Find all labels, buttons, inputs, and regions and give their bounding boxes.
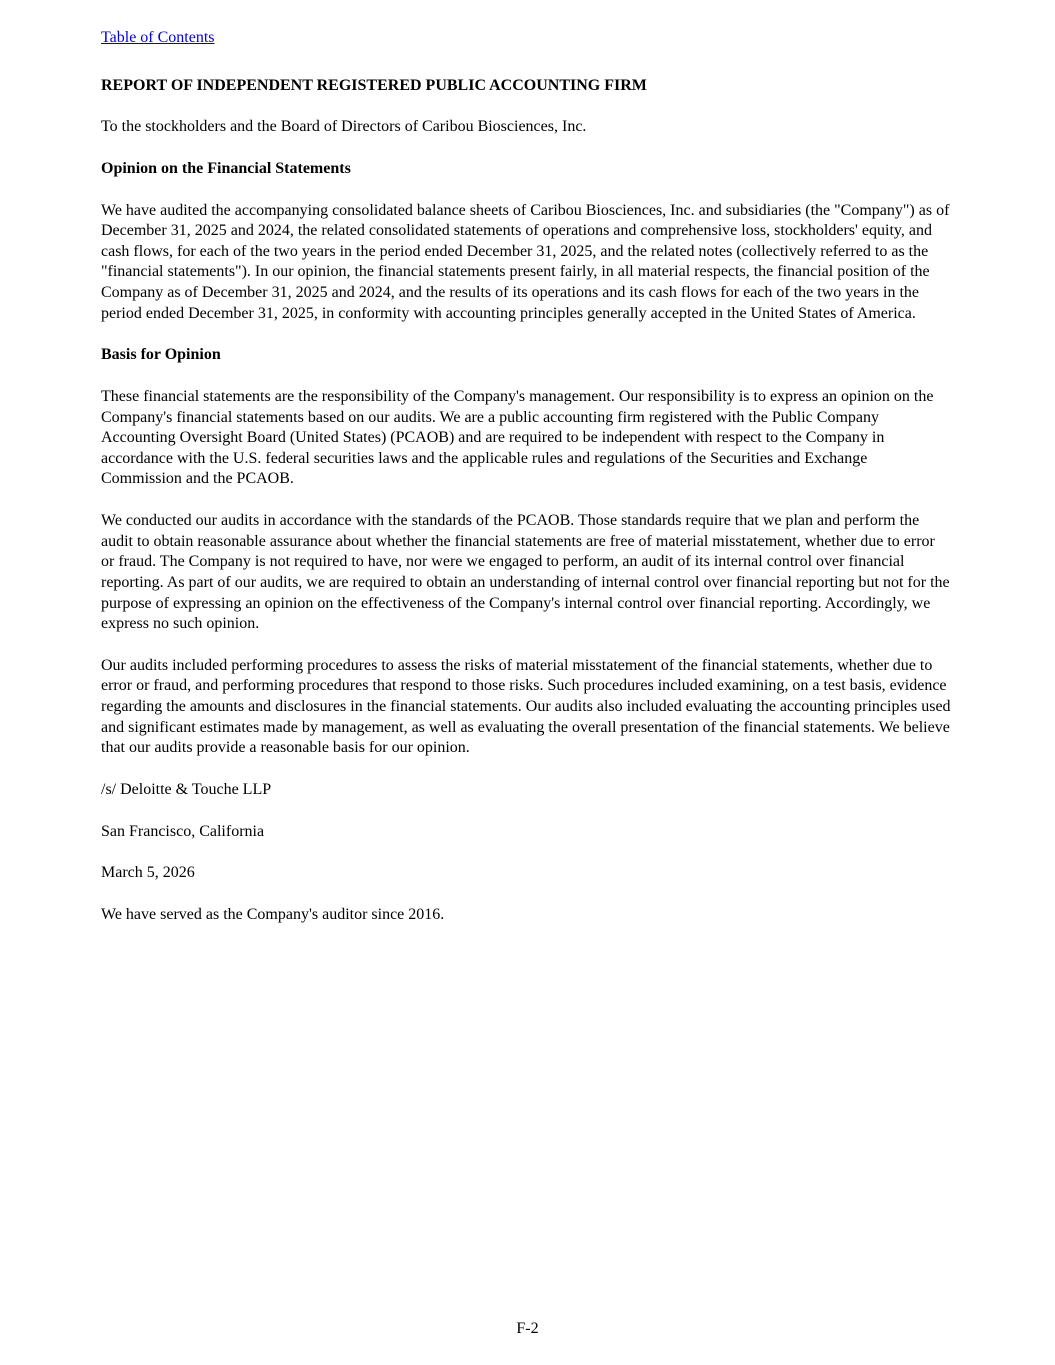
page-number: F-2 [516,1320,539,1338]
table-of-contents-link[interactable]: Table of Contents [101,29,215,46]
paragraph-basis-3: Our audits included performing procedures to assess the risks of material misstatement of the financial statements, whether due to error or fraud, and performing procedures that respond to those risks. Such procedures included examining, on a test basis, evidence regarding the amounts and disclosures in the financial statements. Our audits also included evaluating the accounting principles used and significant estimates made by management, as well as evaluating the overall presentation of the financial statements. We believe that our audits provide a reasonable basis for our opinion. [101,656,951,757]
location-line: San Francisco, California [101,822,265,840]
auditor-tenure-line: We have served as the Company's auditor since 2016. [101,905,445,923]
paragraph-basis-1: These financial statements are the responsibility of the Company's management. Our responsibility is to express an opinion on the Company's financial statements based on our audits. We are a public accounting firm registered with the Public Company Accounting Oversight Board (United States) (PCAOB) and are required to be independent with respect to the Company in accordance with the U.S. federal securities laws and the applicable rules and regulations of the Securities and Exchange Commission and the PCAOB. [101,387,934,488]
report-body [101,28,952,946]
paragraph-opinion: We have audited the accompanying consolidated balance sheets of Caribou Biosciences, Inc. and subsidiaries (the "Company") as of December 31, 2025 and 2024, the related consolidated statements of operations and comprehensive loss, stockholders' equity, and cash flows, for each of the two years in the period ended December 31, 2025, and the related notes (collectively referred to as the "financial statements"). In our opinion, the financial statements present fairly, in all material respects, the financial position of the Company as of December 31, 2025 and 2024, and the results of its operations and its cash flows for each of the two years in the period ended December 31, 2025, in conformity with accounting principles generally accepted in the United States of America. [101,201,950,322]
toc-link-row [101,28,952,49]
section-heading-opinion: Opinion on the Financial Statements [101,159,351,177]
paragraph-basis-2: We conducted our audits in accordance with the standards of the PCAOB. Those standards require that we plan and perform the audit to obtain reasonable assurance about whether the financial statements are free of material misstatement, whether due to error or fraud. The Company is not required to have, nor were we engaged to perform, an audit of its internal control over financial reporting. As part of our audits, we are required to obtain an understanding of internal control over financial reporting but not for the purpose of expressing an opinion on the effectiveness of the Company's internal control over financial reporting. Accordingly, we express no such opinion. [101,512,950,633]
signature-line: /s/ Deloitte & Touche LLP [101,780,272,798]
addressee-line: To the stockholders and the Board of Directors of Caribou Biosciences, Inc. [101,118,587,136]
report-title: REPORT OF INDEPENDENT REGISTERED PUBLIC ACCOUNTING FIRM [101,76,647,94]
date-line: March 5, 2026 [101,864,195,882]
section-heading-basis: Basis for Opinion [101,346,221,364]
